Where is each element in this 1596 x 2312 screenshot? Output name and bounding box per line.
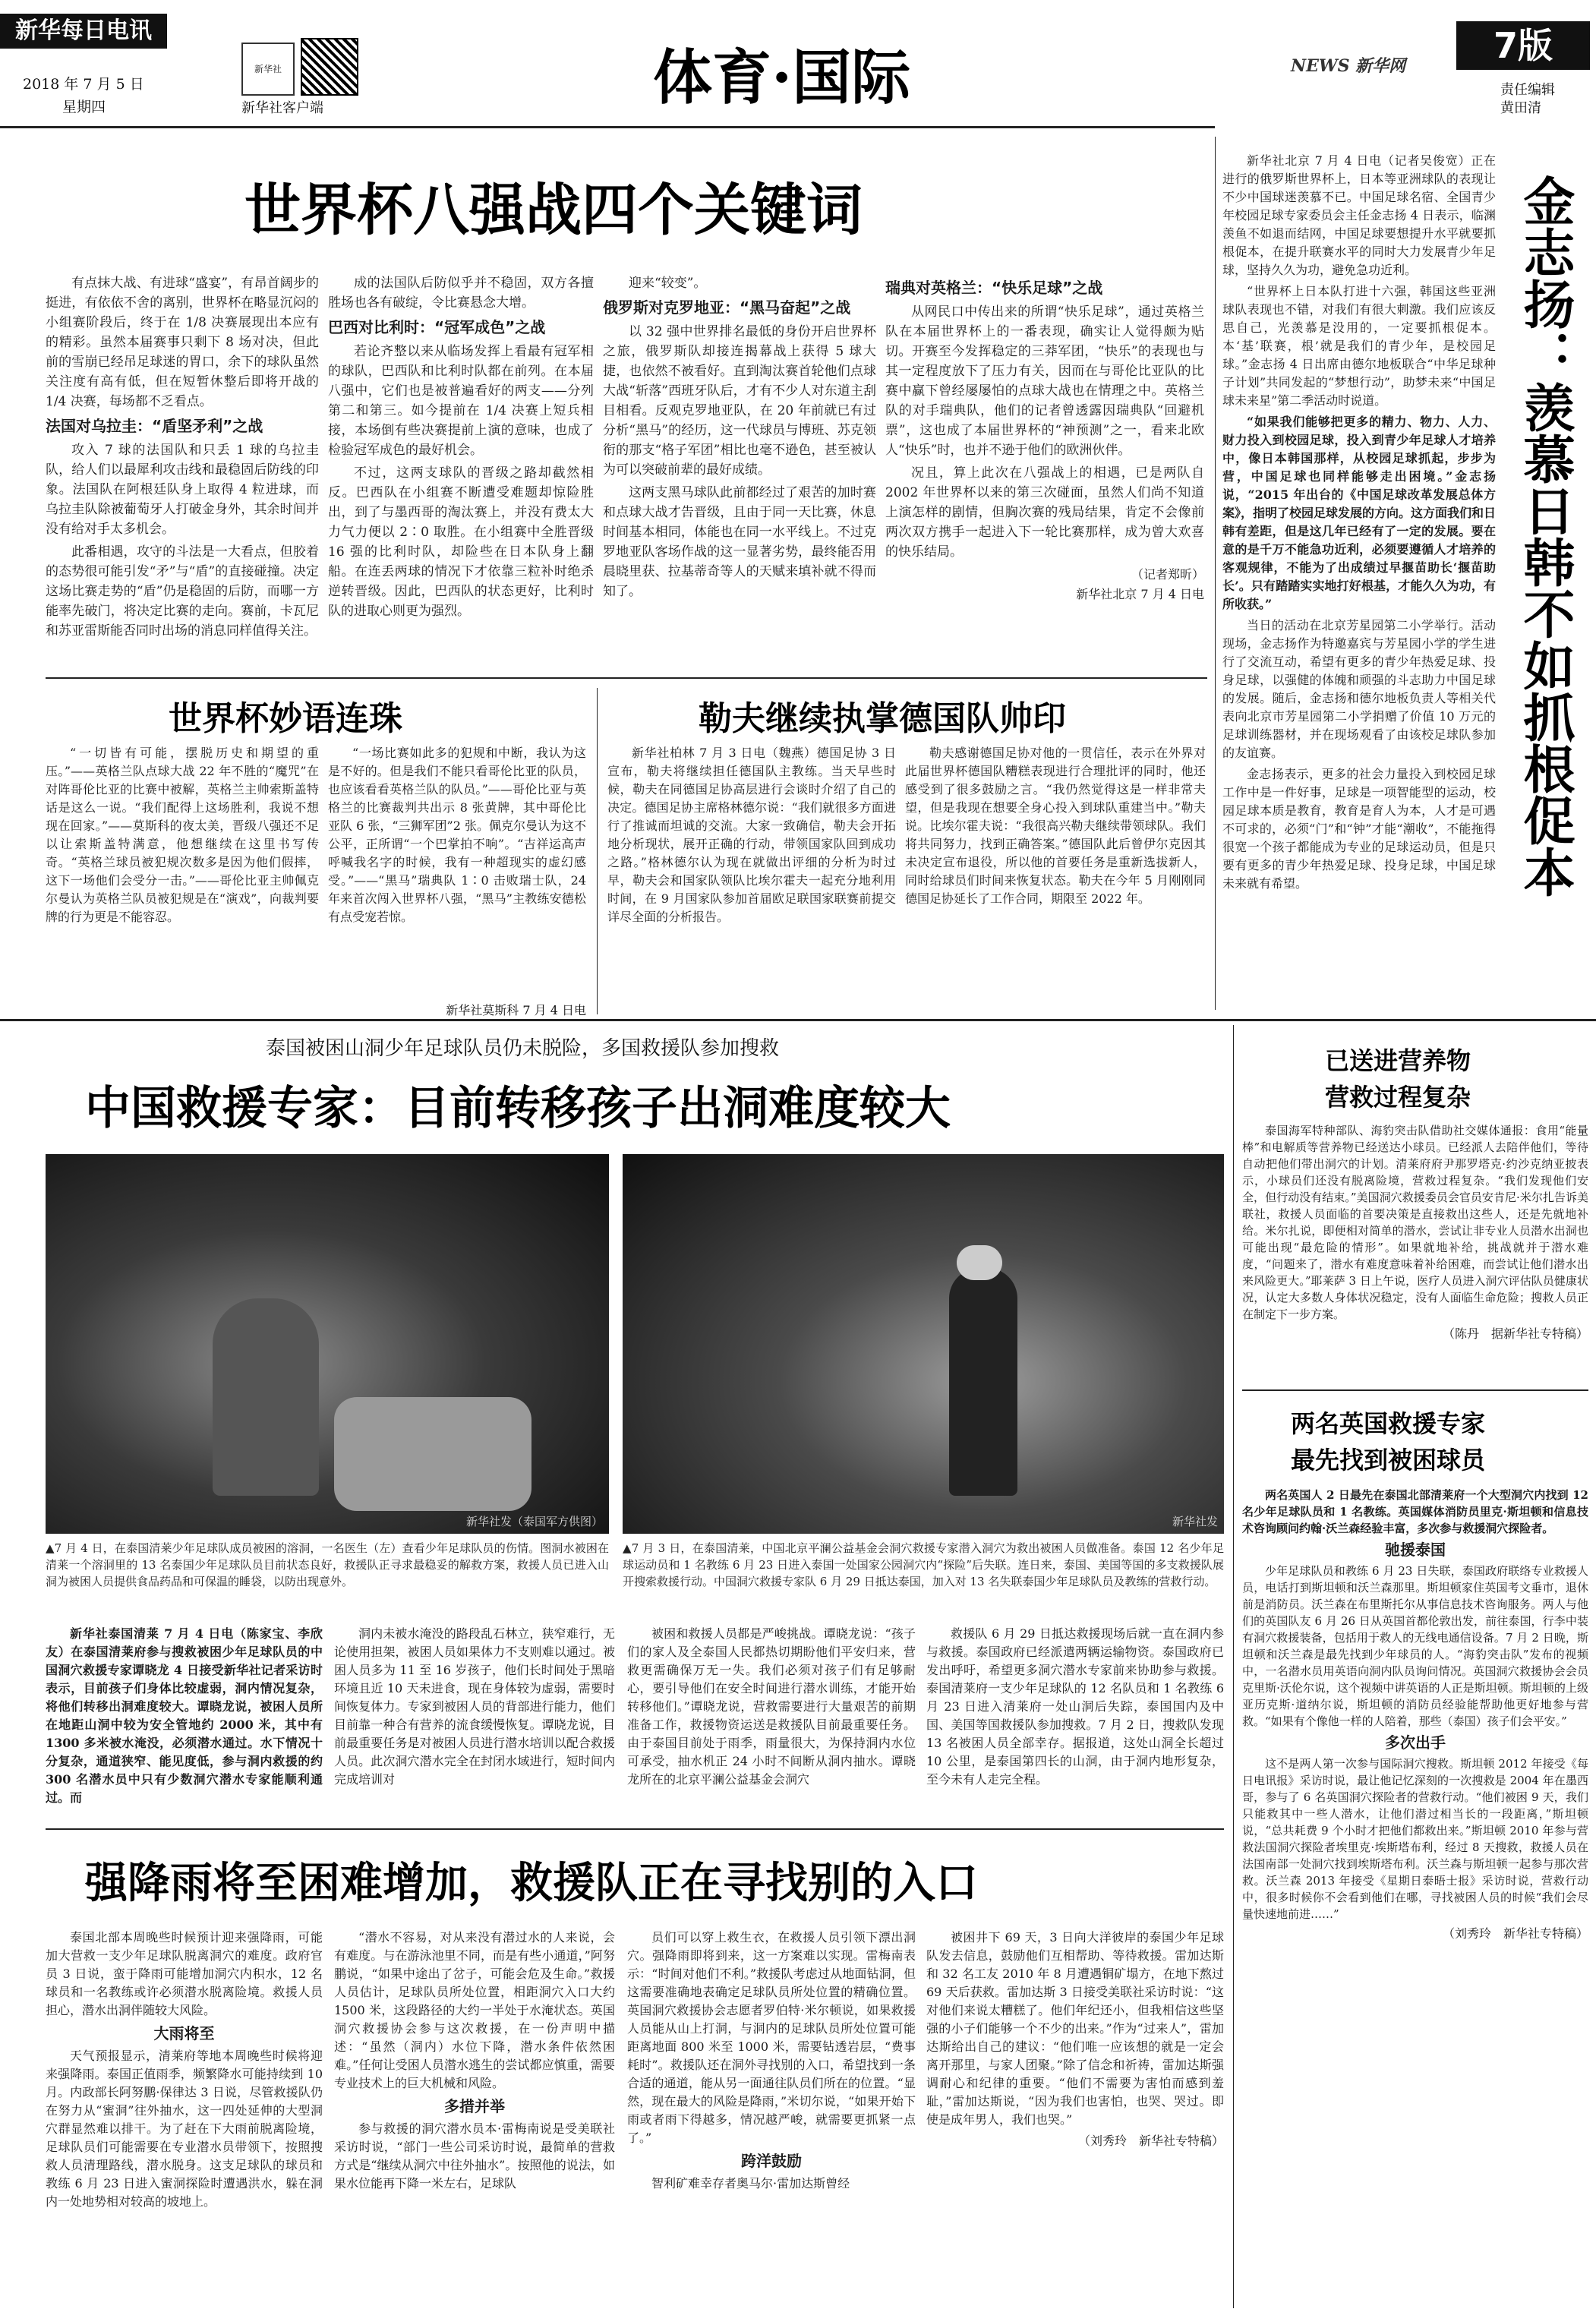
supplies-body: 泰国海军特种部队、海豹突击队借助社交媒体通报：食用“能量棒”和电解质等营养物已经送达小球员。已经派人去陪伴他们，等待自动把他们带出洞穴的计划。清莱府府尹那罗塔克·约沙克纳亚披表示，小球员们还没有脱离险境，营救过程复杂。“我们发现他们安全，但行动没有结束。”美国洞穴救援委员会官员安肯尼·米尔扎告诉美联社，救援人员面临的首要决策是直接救出这些人，还是先就地补给。米尔扎说，即便相对简单的潜水，尝试让非专业人员潜水出洞也可能出现“最危险的情形”。如果就地补给，挑战就并于潜水难度，“问题来了，潜水有难度意味着补给困难，而尝试让他们潜水出来风险更大。”耶莱萨 3 日上午说，医疗人员进入洞穴评估队员健康状况，认定大多数人身体状况稳定，没有人面临生命危险；搜救人员正在制定下一步方案。 （陈丹 据新华社专特稿） [1242,1124,1588,1341]
rescue-col3: 被困和救援人员都是严峻挑战。谭晓龙说：“孩子们的家人及全泰国人民都热切期盼他们平安归来，营救更需确保万无一失。我们必须对孩子们有足够耐心，要引导他们在安全时间进行潜水训练，才能开始转移他们。”谭晓龙说，营救需要进行大量艰苦的前期准备工作，救援物资运送是救援队目前最重要任务。由于泰国目前处于雨季，雨量很大，为保持洞内水位可承受，抽水机正 24 小时不间断从洞内抽水。谭晓龙所在的北京平澜公益基金会洞穴 [627,1626,916,1787]
rescue-photo-1 [46,1154,609,1534]
supplies-headline-2: 营救过程复杂 [1325,1083,1471,1112]
qr-code-icon [301,38,358,96]
lower-right-divider [1233,1025,1234,2308]
rescue-photo1-caption: ▲7 月 4 日，在泰国清莱少年足球队成员被困的溶洞，一名医生（左）查看少年足球队员的伤情。图洞水被困在清莱一个溶洞里的 13 名泰国少年足球队员目前状态良好，救援队正寻求最稳妥的解救方案，救援人员已进入山洞为被困人员提供食品药品和可保温的睡袋，以防出现意外。 [46,1541,609,1588]
photo1-blanket [334,1397,531,1511]
photo2-helmet [957,1245,1002,1280]
rescue-col1: 新华社泰国清莱 7 月 4 日电（陈家宝、李欣友）在泰国清莱府参与搜救被困少年足球队员的中国洞穴救援专家谭晓龙 4 日接受新华社记者采访时表示，目前孩子们身体比较虚弱，洞内情况复杂，将他们转移出洞难度较大。谭晓龙说，被困人员所在地距山洞中较为安全管地约 2000 米，其中有 1300 多米被水淹没，必须潜水通过。水下情况十分复杂，通道狭窄、能见度低，参与洞内救援的约 300 名潜水员中只有少数洞穴潜水专家能顺利通过。而 [46,1626,323,1805]
rain-headline: 强降雨将至困难增加，救援队正在寻找别的入口 [85,1859,978,1908]
story3-col1: 新华社柏林 7 月 3 日电（魏燕）德国足协 3 日宣布，勒夫将继续担任德国队主教练。当天早些时候，勒夫在同德国足协高层进行会谈时介绍了自己的决定。德国足协主席格林德尔说：“我们就很多方面进行了推诚而坦诚的交流。大家一致确信，勒夫会开拓地分析现状，展开正确的行动，带领国家队回到成功之路。”格林德尔认为现在就做出评细的分析为时过早，勒夫会和国家队领队比埃尔霍夫一起充分地利用时间，在 9 月国家队参加首届欧足联国家联赛前提交详尽全面的分析报告。 [607,746,896,924]
photo1-credit: 新华社发（泰国军方供图） [465,1515,603,1528]
rescue-headline: 中国救援专家：目前转移孩子出洞难度较大 [85,1082,951,1135]
rain-col3: 员们可以穿上救生衣，在救援人员引领下漂出洞穴。强降雨即将到来，这一方案难以实现。雷梅南表示：“时间对他们不利。”救援队考虑过从地面钻洞，但这需要准确地表确定足球队员所处位置的精确位置。英国洞穴救援协会志愿者罗伯特·米尔顿说，如果救援人员能从山上打洞，与洞内的足球队员所处位置可能距离地面 800 米至 1000 米，需要钻透岩层，“费事耗时”。救援队还在洞外寻找别的入口，希望找到一条合适的通道，能从另一面通往队员们所在的位置。“显然，现在最大的风险是降雨，”米切尔说，“如果开始下雨或者雨下得越多，情况越严峻，就需要更抓紧一点了。” 跨洋鼓励 智利矿难幸存者奥马尔·雷加达斯曾经 [627,1930,916,2191]
story4-headline: 金志扬：羡慕日韩不如抓根促本 [1515,175,1575,897]
rain-col4: 被困井下 69 天，3 日向大洋彼岸的泰国少年足球队发去信息，鼓励他们互相帮助、等待救援。雷加达斯和 32 名工友 2010 年 8 月遭遇铜矿塌方，在地下熬过 69 天后获救。雷加达斯 3 日接受美联社采访时说：“这对他们来说太糟糕了。他们年纪还小，但我相信这些坚强的小子们能够一个不少的出来。”作为“过来人”，雷加达斯给出自己的建议：“他们唯一应该想的就是一定会离开那里，与家人团聚。”除了信念和祈祷，雷加达斯强调耐心和纪律的重要。“他们不需要为害怕而感到羞耻，”雷加达斯说，“因为我们也害怕，也哭、哭过。即使是成年男人，我们也哭。” （刘秀玲 新华社专特稿） [926,1930,1224,2148]
editor-name: 黄田清 [1500,100,1541,116]
story3-headline: 勒夫继续执掌德国队帅印 [699,699,1066,738]
rescue-bottom-rule [46,1828,1224,1830]
story2-headline: 世界杯妙语连珠 [169,699,402,738]
masthead-brand: 新华每日电讯 [0,14,167,49]
british-body: 两名英国人 2 日最先在泰国北部清莱府一个大型洞穴内找到 12 名少年足球队员和 1 名教练。英国媒体消防员里克·斯坦顿和信息技术咨询顾问约翰·沃兰森经验丰富，多次参与救援洞穴探险者。 驰援泰国 少年足球队员和教练 6 月 23 日失联，泰国政府联络专业救援人员，电话打到斯坦顿和沃兰森那里。斯坦顿家住英国考文垂市，退休前是消防员。沃兰森在布里斯托尔从事信息技术咨询服务。两人与他们的英国队友 6 月 26 日从英国首都伦敦出发，前往泰国，行李中装有洞穴救援装备，包括用于救人的无线电通信设备。7 月 2 日晚，斯坦顿和沃兰森是最先找到少年球员的人。“海豹突击队”发布的视频中，一名潜水员用英语向洞内队员询问情况。英国洞穴救援协会会员克里斯·沃伦尔说，这个视频中讲英语的人正是斯坦顿。斯坦顿的上级亚历克斯·道纳尔说，斯坦顿的消防员经验能帮助他更好地参与营救。“如果有个像他一样的人陪着，那些（泰国）孩子们会平安。” 多次出手 这不是两人第一次参与国际洞穴搜救。斯坦顿 2012 年接受《每日电讯报》采访时说，最让他记忆深刻的一次搜救是 2004 年在墨西哥，参与了 6 名英国洞穴探险者的营救行动。“他们被困 9 天，我们只能救其中一些人潜水，让他们潜过相当长的一段距离，”斯坦顿说，“总共耗费 9 个小时才把他们都救出来。”斯坦顿 2010 年参与营救法国洞穴探险者埃里克·埃斯塔布利，经过 8 天搜救，救援人员在法国南部一处洞穴找到埃斯塔布利。沃兰森与斯坦顿一起参与那次营救。沃兰森 2013 年接受《星期日泰晤士报》采访时说，营救行动中，很多时候你不会看到他们在哪，寻找被困人员的时候“我们会尽量快速地前进……” （刘秀玲 新华社专特稿） [1242,1488,1588,1941]
masthead-date: 2018 年 7 月 5 日 [23,76,144,93]
story1-col3: 迎来“较变”。 俄罗斯对克罗地亚：“黑马奋起”之战 以 32 强中世界排名最低的身份开启世界杯之旅，俄罗斯队却接连揭幕战上获得 5 球大捷，也依然不被看好。直到淘汰赛首轮他们点球大战“斩落”西班牙队后，才有不少人对东道主刮目相看。反观克罗地亚队，在 20 年前就已有过分析“黑马”的经历，这一代球员与博班、苏克领衔的那支“格子军团”相比也毫不逊色，甚至被认为可以突破前辈的最好成绩。 这两支黑马球队此前都经过了艰苦的加时赛和点球大战才告晋级，且由于同一天比赛，休息时间基本相同，体能也在同一水平线上。不过克罗地亚队客场作战的这一显著劣势，最终能否用晨晓里获、拉基蒂奇等人的天赋来填补就不得而知了。 [603,276,876,599]
masthead-divider [0,126,1215,128]
upper-section-bottom-rule [0,1019,1596,1021]
masthead-weekday: 星期四 [62,99,106,115]
editor-label: 责任编辑 [1500,82,1555,98]
story3-col2: 勒夫感谢德国足协对他的一贯信任，表示在外界对此届世界杯德国队糟糕表现进行合理批评的同时，他还感受到了很多鼓励之言。“我仍然觉得这是一样非常夫望，但是我现在想要全身心投入到球队重建当中。”勒夫说。比埃尔霍夫说：“我很高兴勒夫继续带领球队。我们将共同努力，找到正确答案。”德国队此后曾伊尔克因其未决定宣布退役，所以他的首要任务是重新选拔新人，同时给球员们时间来恢复状态。勒夫在今年 5 月刚刚同德国足协延长了工作合同，期限至 2022 年。 [905,746,1206,906]
photo1-figure [213,1298,319,1496]
news-logo: NEWS 新华网 [1291,56,1406,76]
masthead-brand-block [0,0,167,121]
page-number-box [1456,11,1590,117]
story2-byline: 新华社莫斯科 7 月 4 日电 [446,1003,586,1017]
xinhua-app-logo: 新华社 [241,43,295,96]
rescue-kicker: 泰国被困山洞少年足球队员仍未脱险，多国救援队参加搜救 [266,1037,780,1060]
page-number: 7版 [1456,21,1590,70]
rain-col1: 泰国北部本周晚些时候预计迎来强降雨，可能加大营救一支少年足球队脱离洞穴的难度。政府官员 3 日说，蛮于降雨可能增加洞穴内积水，12 名球员和一名教练或许必须潜水脱离险境。救援人员担心，潜水出洞伴随较大风险。 大雨将至 天气预报显示，清莱府等地本周晚些时候将迎来强降雨。泰国正值雨季，频繁降水可能持续到 10 月。内政部长阿努鹏·保律达 3 日说，尽管救援队仍在努力从“蜜洞”往外抽水，这一四处延伸的大型洞穴群显然难以排干。为了赶在下大雨前脱离险境，足球队员们可能需要在专业潜水员带领下，按照搜救人员清理路线，潜水脱身。这支足球队的球员和教练 6 月 23 日进入蜜洞探险时遭遇洪水，躲在洞内一处地势相对较高的坡地上。 [46,1930,323,2209]
rescue-photo2-caption: ▲7 月 3 日，在泰国清莱，中国北京平澜公益基金会洞穴救援专家潜入洞穴为救出被困人员做准备。泰国 12 名少年足球运动员和 1 名教练 6 月 23 日进入泰国一处国家公园洞穴内“探险”后失联。连日来，泰国、美国等国的多支救援队展开搜索救援行动。中国洞穴救援专家队 6 月 29 日抵达泰国，加入对 13 名失联泰国少年足球队员及教练的营救行动。 [623,1541,1224,1588]
story1-bottom-rule [46,677,1207,679]
story2-col2: “一场比赛如此多的犯规和中断，我认为这是不好的。但是我们不能只看哥伦比亚的队员，也应该看看英格兰队的队员。”——哥伦比亚与英格兰的比赛裁判共出示 8 张黄牌，其中哥伦比亚队 6 张，“三狮军团”2 张。佩克尔曼认为这不公平，正所谓“一个巴掌拍不响”。“吉祥运高声呼喊我名字的时候，我有一种超现实的虚幻感受。”——“黑马”瑞典队 1∶0 击败瑞士队，24 年来首次闯入世界杯八强，“黑马”主教练安德松有点受宠若惊。 [328,746,586,924]
story1-col1: 有点抹大战、有进球“盛宴”，有昂首阔步的挺进，有依依不舍的离别，世界杯在略显沉闷的小组赛阶段后，终于在 1/8 决赛展现出本应有的精彩。虽然本届赛事只剩下 8 场对决，但此前的雪崩已经吊足球迷的胃口，余下的球队虽然关注度有高有低，但在短暂休整后即将开战的 1/4 决赛，每场都不乏看点。 法国对乌拉圭：“盾坚矛利”之战 攻入 7 球的法国队和只丢 1 球的乌拉圭队，给人们以最犀利攻击线和最稳固后防线的印象。法国队在阿根廷队身上取得 4 粒进球，而乌拉圭队除被葡萄牙人打破金身外，其余时间并没有给对手太多机会。 此番相遇，攻守的斗法是一大看点，但胶着的态势很可能引发“矛”与“盾”的直接碰撞。决定这场比赛走势的“盾”仍是稳固的后防，而哪一方能率先破门，将决定比赛的走向。赛前，卡瓦尼和苏亚雷斯能否同时出场的消息同样值得关注。 [46,276,319,639]
rescue-col2: 洞内未被水淹没的路段乱石林立，狭窄难行，无论使用担架，被困人员如果体力不支则难以通过。被困人员多为 11 至 16 岁孩子，他们长时间处于黑暗环境且近 10 天未进食，现在身体较为虚弱，需要时间恢复体力。专家到被困人员的背部进行能力，他们目前靠一种合有营养的流食缓慢恢复。谭晓龙说，目前最重要任务是对被困人员进行潜水培训以配合救援人员。此次洞穴潜水完全在封闭水域进行，短时间内完成培训对 [334,1626,615,1787]
rain-col2: “潜水不容易，对从来没有潜过水的人来说，会有难度。与在游泳池里不同，而是有些小通道，”阿努鹏说，“如果中途出了岔子，可能会危及生命。”救援人员估计，足球队员所处位置，相距洞穴入口大约 1500 米，这段路径的大约一半处于水淹状态。英国洞穴救援协会参与这次救援，在一份声明中描述：“虽然（洞内）水位下降，潜水条件依然困难。”任何让受困人员潜水逃生的尝试都应慎重，需要专业技术上的巨大机械和风险。 多措并举 参与救援的洞穴潜水员本·雷梅南说是受美联社采访时说，“部门一些公司采访时说，最简单的营救方式是“继续从洞穴中往外抽水”。按照他的说法，如果水位能再下降一米左右，足球队 [334,1930,615,2191]
british-headline-1: 两名英国救援专家 [1291,1409,1486,1438]
story1-col2: 成的法国队后防似乎并不稳固，双方各擅胜场也各有破绽，令比赛悬念大增。 巴西对比利时：“冠军成色”之战 若论齐整以来从临场发挥上看最有冠军相的球队，巴西队和比利时队都在前列。在本届八强中，它们也是被普遍看好的两支——分列第二和第三。如今提前在 1/4 决赛上短兵相接，本场倒有些决赛提前上演的意味，也成了检验冠军成色的最好机会。 不过，这两支球队的晋级之路却截然相反。巴西队在小组赛不断遭受难题却惊险胜出，到了与墨西哥的淘汰赛上，并没有费太大力气力便以 2∶0 取胜。在小组赛中全胜晋级 16 强的比利时队，却险些在日本队身上翻船。在连丢两球的情况下才依靠三粒补时绝杀逆转晋级。因此，巴西队的状态更好，比利时队的进取心则更为强烈。 [328,276,594,619]
photo2-credit: 新华社发 [1172,1515,1218,1528]
story2-3-divider [597,688,598,1014]
story1-col4: 瑞典对英格兰：“快乐足球”之战 从网民口中传出来的所谓“快乐足球”，通过英格兰队在本届世界杯上的一番表现，确实让人觉得颇为贴切。开赛至今发挥稳定的三莽军团，“快乐”的表现也与其一定程度放下了压力有关，因而在与哥伦比亚队的比赛中赢下曾经屡屡怕的点球大战也在情理之中。英格兰队的对手瑞典队，他们的记者曾透露因瑞典队“回避机票”，这也成了本届世界杯的“神预测”之一，看来北欧人“快乐”时，也并不逊于他们的欧洲伙伴。 况且，算上此次在八强战上的相遇，已是两队自 2002 年世界杯以来的第三次碰面，虽然人们尚不知道上演怎样的剧情，但胸次赛的残局结果，肯定不会像前两次双方携手一起进入下一轮比赛那样，成为曾大欢喜的快乐结局。 （记者郑昕） 新华社北京 7 月 4 日电 [885,279,1204,601]
section-title: 体育·国际 [653,43,911,112]
story2-col1: “一切皆有可能，摆脱历史和期望的重压。”——英格兰队点球大战 22 年不胜的“魔咒”在对阵哥伦比亚的比赛中被解，英格兰主帅索斯盖特话是这么一说。“我们配得上这场胜利，我说不想现在回家。”——莫斯科的夜太美，晋级八强还不足以让索斯盖特满意，他想继续在这里书写传奇。“英格兰球员被犯规次数多是因为他们假摔，这下一场他们会受分一击。”——哥伦比亚主帅佩克尔曼认为英格兰队员被犯规是在“演戏”，向裁判要牌的行为更是不能容忍。 [46,746,319,924]
supplies-headline-1: 已送进营养物 [1325,1046,1471,1075]
photo2-diver [949,1268,1017,1496]
story4-body: 新华社北京 7 月 4 日电（记者吴俊宽）正在进行的俄罗斯世界杯上，日本等亚洲球队的表现让不少中国球迷羡慕不已。中国足球名宿、全国青少年校园足球专家委员会主任金志扬 4 日表示，临渊羡鱼不如退而结网，中国足球要想提升水平就要抓根促本，在提升联赛水平的同时大力发展青少年足球，坚持久久为功，避免急功近利。 “世界杯上日本队打进十六强，韩国这些亚洲球队表现也不错，对我们有很大刺激。我们应该反思自己，光羡慕是没用的，一定要抓根促本。本‘基’联赛，根’就是我们的青少年，是校园足球。”金志扬 4 日出席由德尔地板联合“中华足球种子计划”共同发起的“梦想行动”，助梦未来“中国足球未来星”第二季活动时说道。 “如果我们能够把更多的精力、物力、人力、财力投入到校园足球，投入到青少年足球人才培养中，像日本韩国那样，从校园足球抓起，步步为营，中国足球也同样能够走出困境。”金志扬说，“2015 年出台的《中国足球改革发展总体方案》，指明了校园足球发展的方向。这方面我们和日韩有差距，但是这几年已经有了一定的发展。要在意的是千万不能急功近利，必须要遵循人才培养的客观规律，不能为了出成绩过早揠苗助长‘揠苗助长’。只有踏踏实实地打好根基，才能久久为功，有所收获。” 当日的活动在北京芳星园第二小学举行。活动现场，金志扬作为特邀嘉宾与芳星园小学的学生进行了交流互动，希望有更多的青少年热爱足球、投身足球，以强健的体魄和顽强的斗志助力中国足球的发展。随后，金志扬和德尔地板负责人等相关代表向北京市芳星园第二小学捐赠了价值 10 万元的足球训练器材，并在现场观看了由该校足球队参加的友谊赛。 金志扬表示，更多的社会力量投入到校园足球工作中是一件好事，足球是一项智能型的运动，校园足球本质是教育，教育是育人为本，人才是可遇不可求的，必须“门”和“钟”才能“潮收”，不能拖得很宽一个孩子都能成为专业的足球运动员，但是只要有更多的青少年热爱足球、投身足球，中国足球未来就有希望。 [1222,153,1496,891]
story1-headline: 世界杯八强战四个关键词 [244,178,863,243]
client-label: 新华社客户端 [241,100,323,116]
supplies-bottom-rule [1242,1389,1588,1391]
rescue-col4: 救援队 6 月 29 日抵达救援现场后就一直在洞内参与救援。泰国政府已经派遣两辆运输物资。泰国政府已发出呼吁，希望更多洞穴潜水专家前来协助参与救援。泰国清莱府一支少年足球队的 12 名队员和 1 名教练 6 月 23 日进入清莱府一处山洞后失踪，泰国国内及中国、美国等国救援队参加搜救。7 月 2 日，搜救队发现 13 名被困人员全部幸存。据报道，这处山洞全长超过 10 公里，是泰国第四长的山洞，由于洞内地形复杂，至今未有人走完全程。 [926,1626,1224,1787]
rescue-photo-2 [623,1154,1224,1534]
british-headline-2: 最先找到被困球员 [1291,1446,1486,1475]
right-column-divider [1215,137,1216,1010]
